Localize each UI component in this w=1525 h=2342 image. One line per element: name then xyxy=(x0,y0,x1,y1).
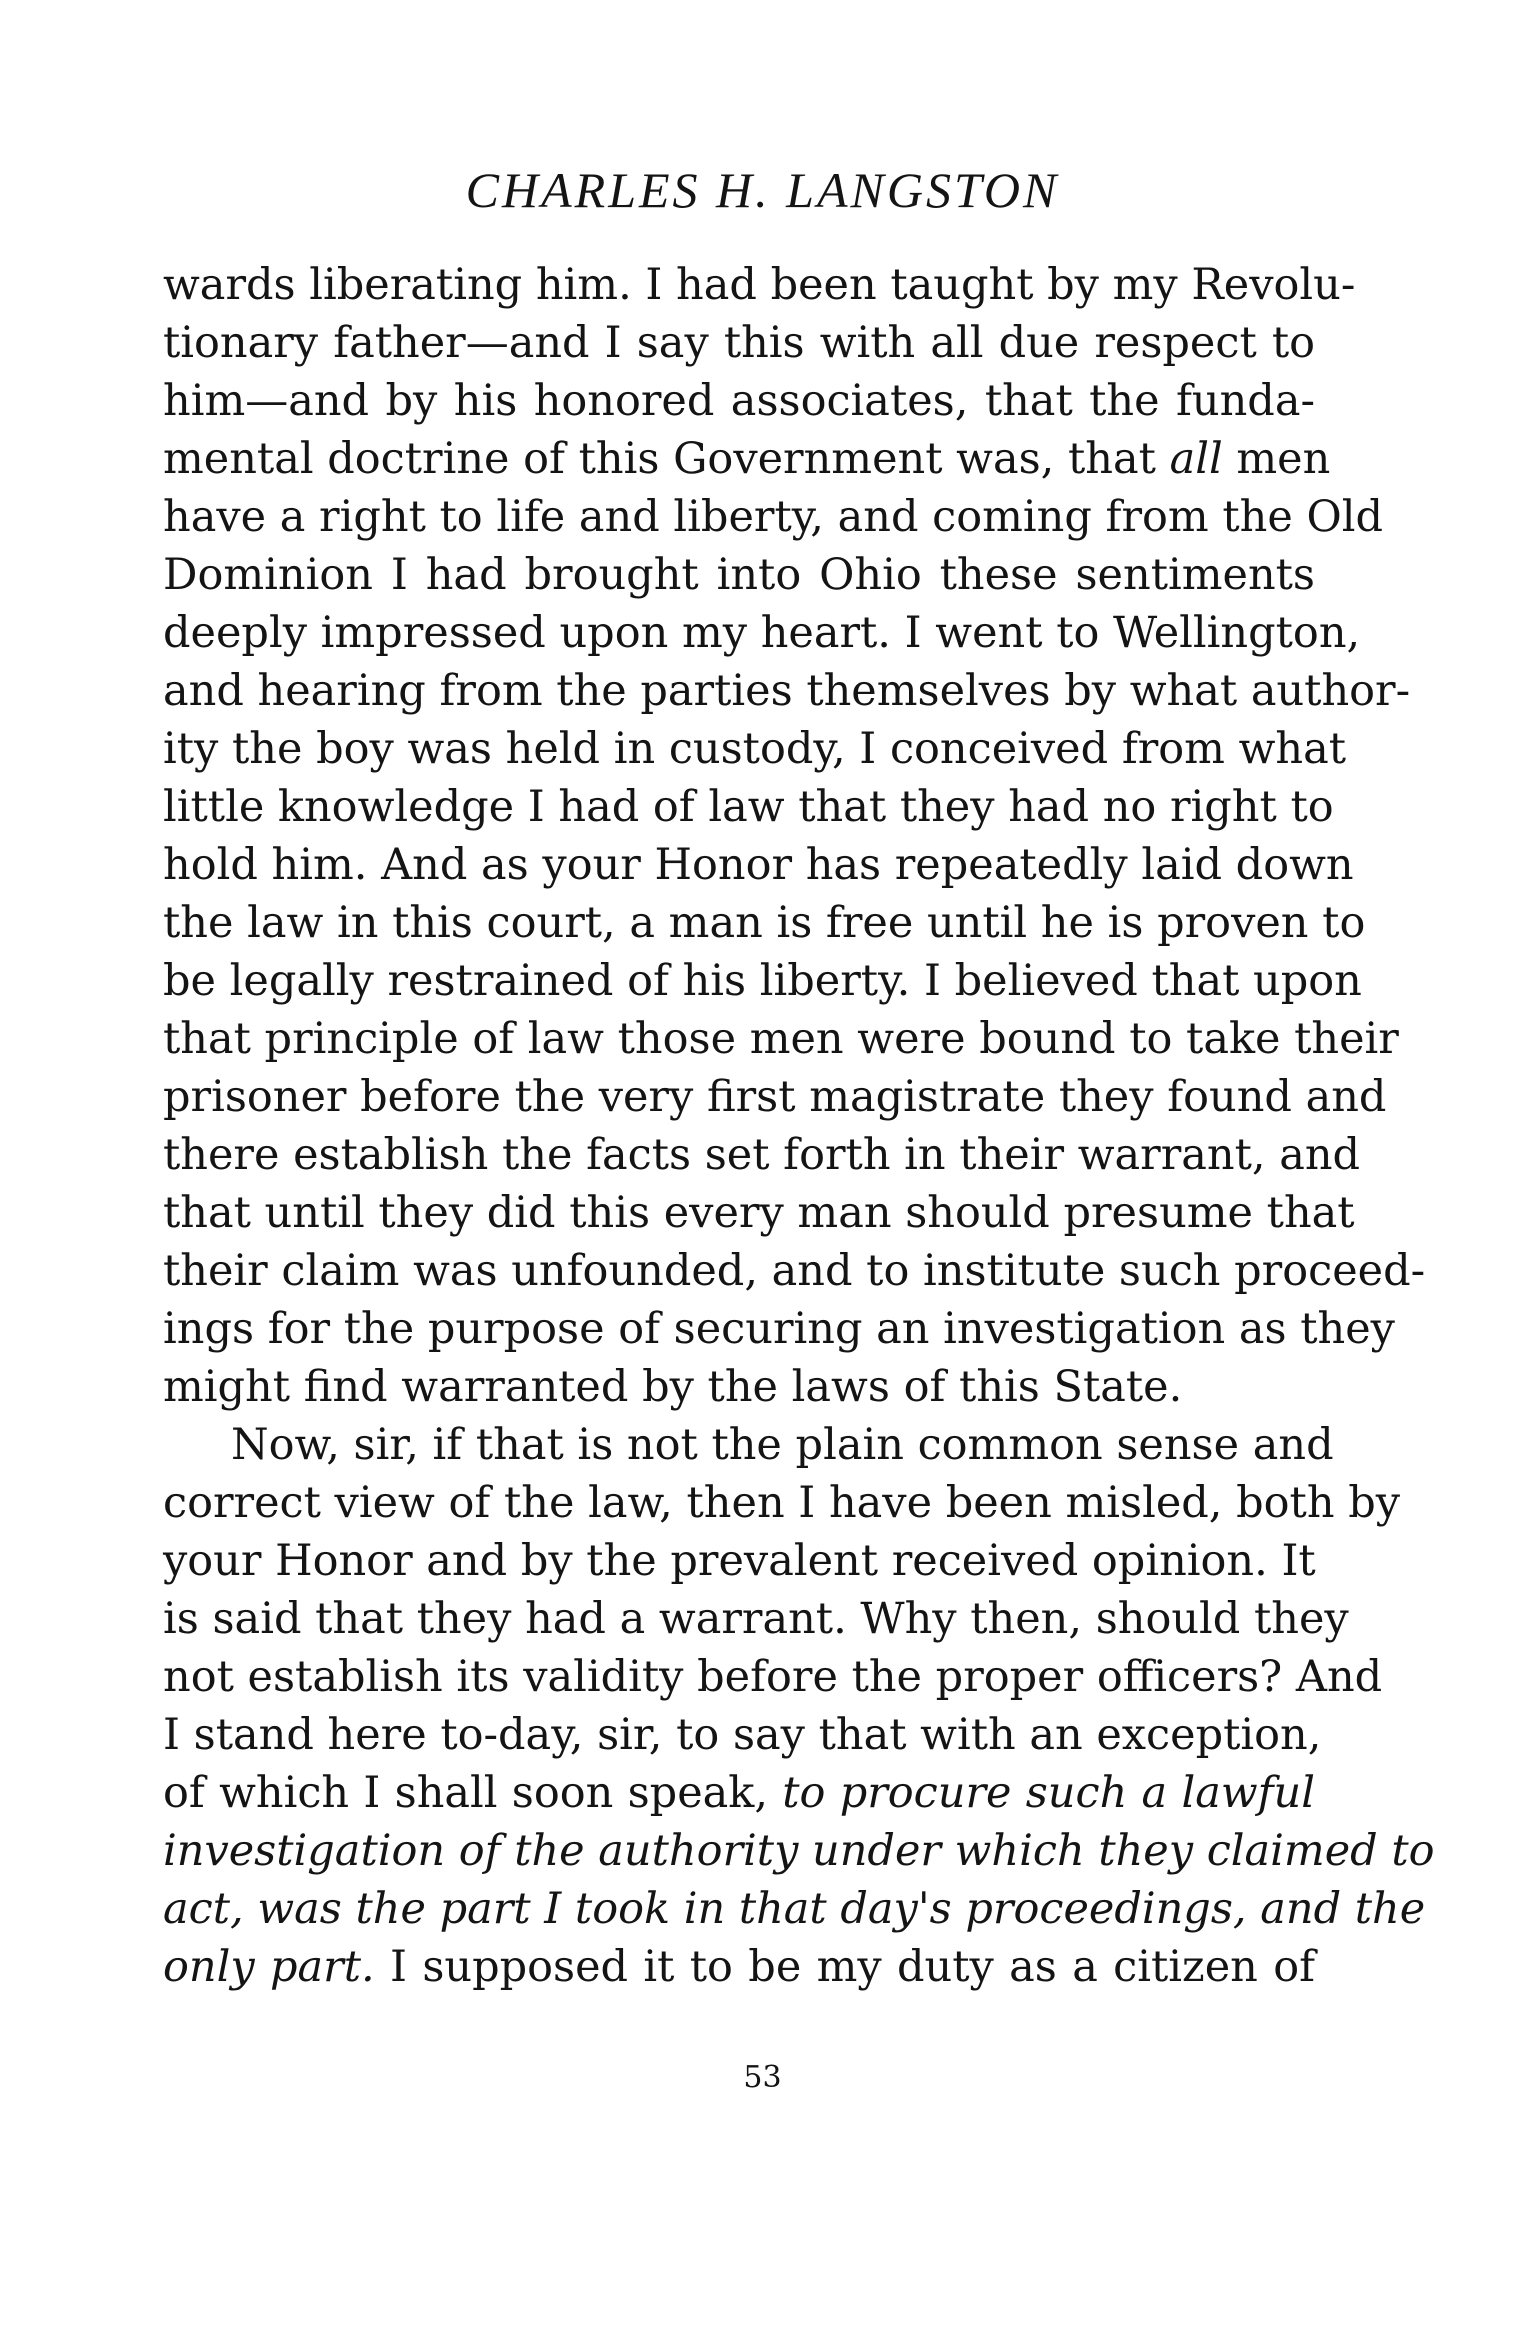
text-segment: wards liberating him. I had been taught by my Revolu- xyxy=(163,260,1356,310)
text-segment: not establish its validity before the proper officers? And xyxy=(163,1652,1383,1702)
text-segment: is said that they had a warrant. Why then, should they xyxy=(163,1594,1349,1644)
italic-text: all xyxy=(1169,434,1223,484)
text-line xyxy=(163,546,1315,604)
text-line xyxy=(163,1764,1315,1822)
italic-text: act, was the part I took in that day's proceedings, and the xyxy=(163,1884,1426,1934)
body-text xyxy=(163,256,1435,1996)
text-segment: have a right to life and liberty, and coming from the Old xyxy=(163,492,1383,542)
text-line xyxy=(163,430,1331,488)
text-segment: him—and by his honored associates, that the funda- xyxy=(163,376,1315,426)
text-line xyxy=(163,720,1347,778)
text-line xyxy=(163,488,1383,546)
text-segment: their claim was unfounded, and to institute such proceed- xyxy=(163,1246,1426,1296)
text-line xyxy=(163,1938,1315,1996)
text-segment: tionary father—and I say this with all due respect to xyxy=(163,318,1315,368)
text-line xyxy=(163,662,1411,720)
text-line xyxy=(163,1706,1322,1764)
text-segment: Dominion I had brought into Ohio these sentiments xyxy=(163,550,1315,600)
text-segment: Now, sir, if that is not the plain common sense and xyxy=(231,1420,1334,1470)
text-segment: I stand here to-day, sir, to say that with an exception, xyxy=(163,1710,1322,1760)
text-segment: I supposed it to be my duty as a citizen of xyxy=(374,1942,1315,1992)
text-line xyxy=(163,256,1356,314)
italic-text: only part. xyxy=(163,1942,375,1992)
text-segment: mental doctrine of this Government was, that xyxy=(163,434,1170,484)
text-line xyxy=(163,1474,1401,1532)
text-segment: of which I shall soon speak, xyxy=(163,1768,783,1818)
text-line xyxy=(163,1880,1426,1938)
text-segment: the law in this court, a man is free until he is proven to xyxy=(163,898,1366,948)
text-line xyxy=(163,778,1334,836)
text-line xyxy=(163,1068,1387,1126)
text-segment: ity the boy was held in custody, I conceived from what xyxy=(163,724,1347,774)
text-segment: prisoner before the very first magistrate they found and xyxy=(163,1072,1387,1122)
text-segment: might find warranted by the laws of this State. xyxy=(163,1362,1183,1412)
text-line xyxy=(163,1242,1426,1300)
text-segment: ings for the purpose of securing an investigation as they xyxy=(163,1304,1395,1354)
text-line xyxy=(163,1590,1349,1648)
text-segment: your Honor and by the prevalent received opinion. It xyxy=(163,1536,1316,1586)
text-line xyxy=(163,604,1361,662)
text-line xyxy=(163,1416,1334,1474)
text-line xyxy=(163,1010,1399,1068)
text-segment: be legally restrained of his liberty. I believed that upon xyxy=(163,956,1362,1006)
text-line xyxy=(163,1822,1435,1880)
text-segment: that until they did this every man should presume that xyxy=(163,1188,1355,1238)
text-line xyxy=(163,314,1315,372)
text-line xyxy=(163,1648,1383,1706)
text-segment: little knowledge I had of law that they had no right to xyxy=(163,782,1334,832)
text-segment: deeply impressed upon my heart. I went to Wellington, xyxy=(163,608,1361,658)
text-segment: and hearing from the parties themselves by what author- xyxy=(163,666,1411,716)
text-line xyxy=(163,1184,1355,1242)
text-segment: men xyxy=(1222,434,1331,484)
text-line xyxy=(163,1300,1395,1358)
text-segment: hold him. And as your Honor has repeatedly laid down xyxy=(163,840,1354,890)
text-line xyxy=(163,1126,1361,1184)
text-segment: there establish the facts set forth in their warrant, and xyxy=(163,1130,1361,1180)
text-line xyxy=(163,952,1362,1010)
text-line xyxy=(163,1358,1315,1416)
text-segment: correct view of the law, then I have been misled, both by xyxy=(163,1478,1401,1528)
text-line xyxy=(163,372,1315,430)
italic-text: investigation of the authority under which they claimed to xyxy=(163,1826,1435,1876)
text-line xyxy=(163,836,1354,894)
italic-text: to procure such a lawful xyxy=(782,1768,1316,1818)
text-segment: that principle of law those men were bound to take their xyxy=(163,1014,1399,1064)
page-number: 53 xyxy=(743,2060,782,2095)
text-line xyxy=(163,894,1366,952)
text-line xyxy=(163,1532,1315,1590)
running-head: CHARLES H. LANGSTON xyxy=(465,162,1060,218)
